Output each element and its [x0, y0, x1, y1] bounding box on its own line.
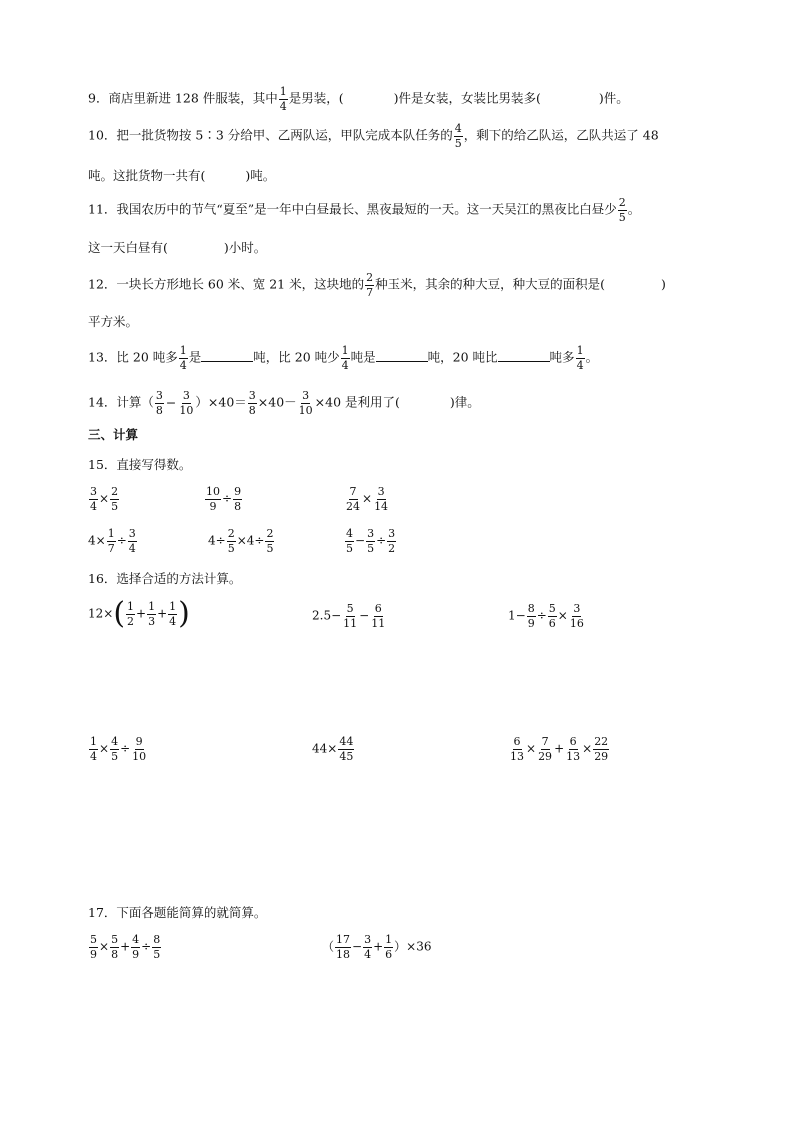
fraction	[548, 603, 557, 629]
numerator: 1	[279, 85, 287, 98]
numerator: 10	[206, 485, 220, 498]
denominator: 4	[576, 358, 584, 372]
fraction	[345, 528, 354, 554]
denominator: 4	[279, 99, 287, 113]
answer-underline[interactable]	[376, 349, 428, 362]
denominator: 5	[618, 210, 626, 224]
denominator: 7	[366, 285, 374, 299]
denominator: 4	[128, 541, 136, 555]
operator: 44×	[312, 741, 338, 756]
fraction	[107, 528, 116, 554]
operator: (	[113, 596, 126, 631]
denominator: 5	[346, 541, 353, 555]
operator: ÷	[120, 741, 131, 756]
numerator: 1	[385, 933, 393, 946]
expression	[322, 934, 431, 960]
numerator: 5	[90, 933, 97, 946]
question-11: 11．我国农历中的节气“夏至”是一年中白昼最长、黑夜最短的一天。这一天吴江的黑夜比白昼少 $\frac{2}{5}$ 。	[88, 196, 641, 224]
denominator: 9	[209, 499, 217, 513]
operator: ×	[526, 741, 537, 756]
fraction	[89, 736, 98, 762]
numerator: 2	[227, 527, 235, 540]
fraction	[527, 603, 536, 629]
expression	[312, 603, 387, 629]
fraction	[387, 528, 396, 554]
operator: ×	[557, 608, 568, 623]
fraction	[569, 603, 585, 629]
numerator: 7	[541, 735, 549, 748]
numerator: 5	[111, 933, 119, 946]
denominator: 10	[179, 403, 194, 417]
denominator: 7	[107, 541, 115, 555]
denominator: 10	[298, 403, 313, 417]
operator: +	[120, 939, 131, 954]
fraction	[110, 934, 119, 960]
numerator: 3	[128, 527, 136, 540]
fraction	[341, 345, 350, 371]
operator: （	[322, 939, 335, 954]
expression	[88, 528, 138, 554]
numerator: 3	[248, 389, 256, 402]
operator: ×	[99, 741, 110, 756]
numerator: 4	[132, 933, 140, 946]
numerator: 1	[179, 344, 187, 357]
numerator: 3	[90, 485, 97, 498]
fraction	[128, 528, 137, 554]
operator: ×4÷	[236, 533, 265, 548]
numerator: 1	[107, 527, 115, 540]
numerator: 4	[111, 735, 119, 748]
operator: +	[157, 606, 168, 621]
question-16-title: 16．选择合适的方法计算。	[88, 571, 242, 586]
expression	[344, 486, 390, 512]
fraction	[168, 601, 177, 627]
expression	[508, 603, 586, 629]
numerator: 3	[364, 933, 372, 946]
operator: +	[554, 741, 565, 756]
numerator: 17	[336, 933, 351, 946]
operator: ）×36	[394, 939, 432, 954]
numerator: 6	[569, 735, 577, 748]
fraction	[233, 486, 242, 512]
numerator: 2	[266, 527, 274, 540]
denominator: 29	[538, 749, 553, 763]
operator: 4÷	[208, 533, 226, 548]
numerator: 3	[302, 389, 310, 402]
fraction	[593, 736, 609, 762]
operator: +	[373, 939, 384, 954]
denominator: 6	[385, 947, 393, 961]
answer-underline[interactable]	[201, 349, 253, 362]
operator: −	[352, 939, 363, 954]
numerator: 1	[169, 599, 177, 613]
numerator: 4	[346, 527, 353, 540]
fraction	[205, 486, 221, 512]
numerator: 1	[341, 344, 349, 357]
fraction	[227, 528, 236, 554]
denominator: 8	[234, 499, 242, 513]
operator: 2.5−	[312, 608, 342, 623]
denominator: 9	[132, 947, 140, 961]
denominator: 9	[90, 947, 97, 961]
operator: 1−	[508, 608, 526, 623]
denominator: 13	[566, 749, 581, 763]
fraction	[248, 390, 257, 416]
question-13: 13．比 20 吨多 $\frac{1}{4}$ 是 吨，比 20 吨少 $\frac{1}{4}$ 吨是 吨，20 吨比 吨多 $\frac{1}{4}$ 。	[88, 344, 599, 372]
fraction	[155, 390, 164, 416]
denominator: 14	[374, 499, 389, 513]
operator: −	[359, 608, 370, 623]
fraction	[618, 197, 627, 223]
denominator: 16	[569, 616, 584, 630]
fraction	[89, 486, 98, 512]
denominator: 11	[371, 616, 386, 630]
denominator: 13	[510, 749, 524, 763]
operator: ÷	[376, 533, 387, 548]
operator: ×	[99, 491, 110, 506]
fraction	[363, 934, 372, 960]
question-14: 14．计算（ $\frac{3}{8}$ − $\frac{3}{10}$ ）×40＝ $\frac{3}{8}$ ×40－ $\frac{3}{10}$ ×40 是利用了( )律。	[88, 389, 480, 417]
fraction	[373, 486, 389, 512]
fraction	[131, 736, 147, 762]
denominator: 4	[90, 749, 97, 763]
numerator: 3	[573, 602, 581, 615]
operator: )	[178, 596, 190, 631]
numerator: 6	[513, 735, 521, 748]
operator: 4×	[88, 533, 106, 548]
denominator: 10	[132, 749, 147, 763]
expression	[344, 528, 397, 554]
operator: ÷	[141, 939, 152, 954]
operator: −	[355, 533, 366, 548]
fraction	[335, 934, 351, 960]
numerator: 7	[349, 485, 357, 498]
numerator: 8	[527, 602, 535, 615]
expression	[312, 736, 355, 762]
denominator: 4	[90, 499, 97, 513]
expression	[204, 486, 243, 512]
expression	[208, 528, 275, 554]
question-10-line2: 吨。这批货物一共有( )吨。	[88, 168, 276, 183]
operator: 12×	[88, 606, 114, 621]
denominator: 8	[155, 403, 163, 417]
denominator: 4	[341, 358, 349, 372]
answer-underline[interactable]	[498, 349, 550, 362]
fraction	[131, 934, 140, 960]
expression	[88, 596, 190, 631]
denominator: 5	[111, 749, 119, 763]
operator: ÷	[222, 491, 233, 506]
denominator: 5	[227, 541, 235, 555]
fraction	[279, 86, 288, 112]
numerator: 2	[618, 196, 626, 209]
fraction	[345, 486, 361, 512]
operator: ×	[99, 939, 110, 954]
numerator: 1	[576, 344, 584, 357]
numerator: 2	[366, 271, 374, 284]
denominator: 18	[336, 947, 351, 961]
operator: ×	[362, 491, 373, 506]
fraction	[338, 736, 354, 762]
fraction	[298, 390, 314, 416]
denominator: 4	[179, 358, 187, 372]
denominator: 5	[454, 136, 462, 150]
denominator: 5	[266, 541, 274, 555]
fraction	[110, 736, 119, 762]
numerator: 3	[367, 527, 375, 540]
fraction	[89, 934, 98, 960]
operator: +	[136, 606, 147, 621]
numerator: 1	[90, 735, 97, 748]
denominator: 5	[111, 499, 119, 513]
numerator: 1	[127, 599, 135, 613]
denominator: 4	[169, 614, 177, 628]
numerator: 3	[377, 485, 385, 498]
denominator: 8	[248, 403, 256, 417]
numerator: 2	[111, 485, 119, 498]
fraction	[454, 123, 463, 149]
fraction	[265, 528, 274, 554]
fraction	[365, 272, 374, 298]
numerator: 5	[548, 602, 556, 615]
numerator: 22	[594, 735, 609, 748]
expression	[88, 486, 120, 512]
denominator: 45	[339, 749, 354, 763]
fraction	[178, 390, 194, 416]
denominator: 2	[388, 541, 396, 555]
fraction	[110, 486, 119, 512]
denominator: 9	[527, 616, 535, 630]
expression	[508, 736, 610, 762]
fraction	[179, 345, 188, 371]
numerator: 8	[153, 933, 161, 946]
fraction	[126, 601, 135, 627]
denominator: 8	[111, 947, 119, 961]
question-12-line2: 平方米。	[88, 314, 139, 329]
numerator: 4	[454, 122, 462, 135]
question-9: 9．商店里新进 128 件服装，其中 $\frac{1}{4}$ 是男装，( )件是女装，女装比男装多( )件。	[88, 85, 629, 113]
numerator: 44	[339, 735, 354, 748]
numerator: 5	[346, 602, 354, 615]
question-11-line2: 这一天白昼有( )小时。	[88, 240, 267, 255]
question-17-title: 17．下面各题能简算的就简算。	[88, 905, 267, 920]
denominator: 6	[548, 616, 556, 630]
numerator: 1	[148, 599, 156, 613]
numerator: 9	[135, 735, 143, 748]
fraction	[342, 603, 358, 629]
question-10: 10．把一批货物按 5∶3 分给甲、乙两队运，甲队完成本队任务的 $\frac{4}{5}$ ，剩下的给乙队运，乙队共运了 48	[88, 122, 659, 150]
operator: ÷	[116, 533, 127, 548]
fraction	[366, 528, 375, 554]
numerator: 3	[155, 389, 163, 402]
question-12: 12．一块长方形地长 60 米、宽 21 米，这块地的 $\frac{2}{7}$ 种玉米，其余的种大豆，种大豆的面积是( )	[88, 271, 666, 299]
fraction	[147, 601, 156, 627]
denominator: 24	[346, 499, 360, 513]
section-heading: 三、计算	[88, 427, 139, 442]
denominator: 2	[127, 614, 135, 628]
fraction	[509, 736, 525, 762]
denominator: 5	[153, 947, 161, 961]
numerator: 3	[388, 527, 396, 540]
denominator: 4	[364, 947, 372, 961]
fraction	[537, 736, 553, 762]
operator: ÷	[536, 608, 547, 623]
denominator: 5	[367, 541, 375, 555]
numerator: 3	[182, 389, 190, 402]
numerator: 9	[234, 485, 242, 498]
denominator: 3	[148, 614, 156, 628]
expression	[88, 736, 148, 762]
question-15-title: 15．直接写得数。	[88, 457, 192, 472]
fraction	[576, 345, 585, 371]
fraction	[384, 934, 393, 960]
fraction	[370, 603, 386, 629]
denominator: 11	[343, 616, 358, 630]
numerator: 6	[374, 602, 382, 615]
denominator: 29	[594, 749, 609, 763]
operator: ×	[582, 741, 593, 756]
fraction	[565, 736, 581, 762]
expression	[88, 934, 162, 960]
fraction	[152, 934, 161, 960]
